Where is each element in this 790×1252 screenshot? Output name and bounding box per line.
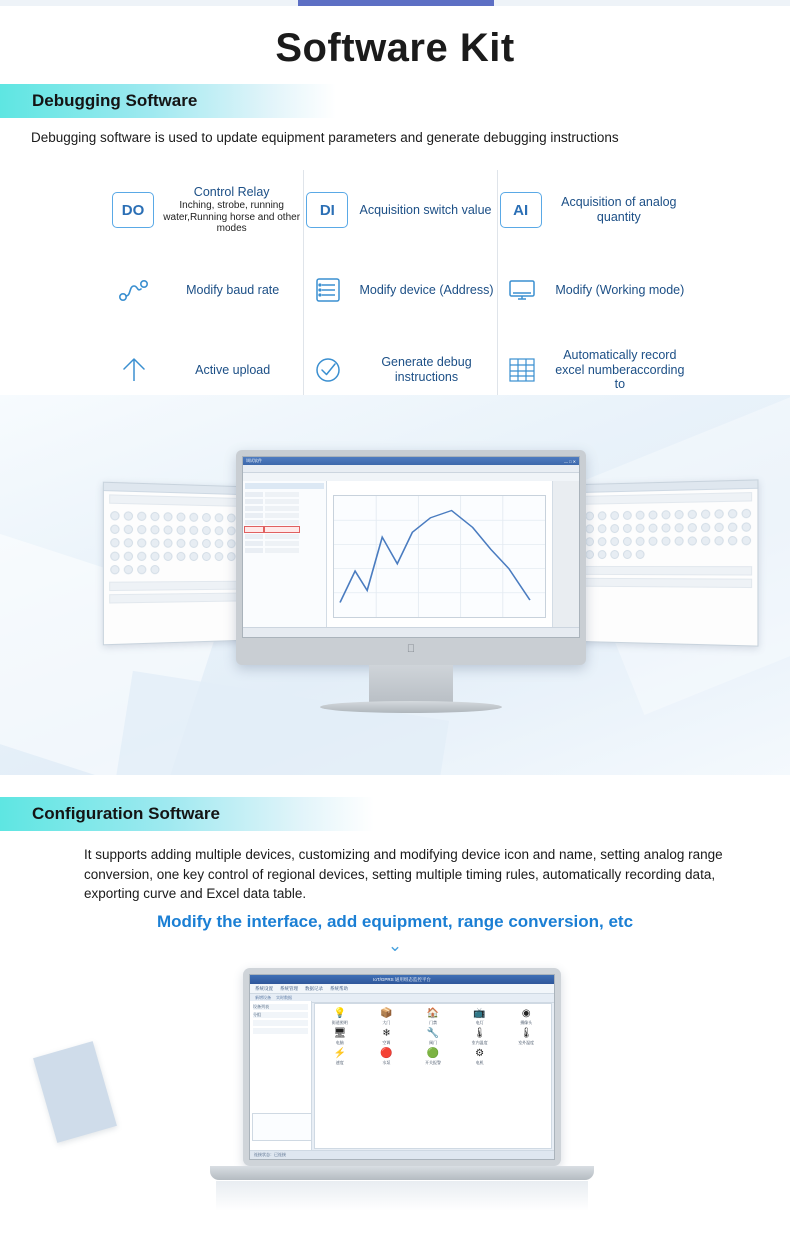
section-banner-debugging: Debugging Software [0, 84, 336, 118]
device-tree-panel[interactable] [250, 1001, 312, 1151]
device-label: 电机 [475, 1060, 484, 1065]
page-title: Software Kit [275, 26, 515, 70]
device-item[interactable] [503, 1008, 549, 1026]
feature-title: Modify baud rate [186, 282, 280, 297]
debugging-software-screenshot-hero [0, 395, 790, 775]
feature-grid [110, 170, 690, 410]
water-pump-icon: 🔴 [380, 1048, 393, 1059]
device-item[interactable] [457, 1008, 503, 1026]
table-row[interactable] [245, 533, 324, 539]
feature-cell-modify-working-mode [497, 250, 690, 330]
configuration-highlight-text: Modify the interface, add equipment, range conversion, etc [156, 912, 634, 931]
device-item[interactable] [364, 1008, 410, 1026]
feature-title: Modify device (Address) [359, 282, 494, 297]
feature-title: Control Relay [193, 185, 270, 200]
device-item[interactable] [317, 1048, 363, 1066]
device-label: 空调 [382, 1040, 391, 1045]
configuration-software-window [250, 975, 554, 1159]
debug-software-window [243, 457, 579, 637]
feature-subtitle: Inching, strobe, running water,Running horse and other modes [163, 200, 301, 235]
top-bar-center-segment [298, 0, 494, 6]
device-label: 阀门 [428, 1040, 437, 1045]
monitor-brand-logo [242, 638, 580, 659]
excel-table-icon [500, 351, 544, 389]
indoor-temperature-icon: 🌡 [473, 1028, 486, 1039]
config-window-statusbar: 连接状态：已连接 [250, 1150, 554, 1159]
outdoor-temperature-icon: 🌡 [519, 1028, 533, 1039]
baud-rate-icon [112, 271, 156, 309]
lamp-icon: 📺 [473, 1008, 486, 1019]
check-circle-icon [306, 351, 350, 389]
device-list-icon [306, 271, 350, 309]
device-label: 大门 [382, 1020, 391, 1025]
desktop-monitor [236, 450, 586, 665]
laptop-device [243, 968, 561, 1166]
table-row[interactable] [245, 519, 324, 525]
toolbar-add-device[interactable]: 新增设备 [255, 995, 271, 1000]
monitor-stand [369, 665, 453, 703]
monitor-icon [500, 271, 544, 309]
di-badge-icon: DI [306, 192, 348, 228]
camera-icon: ◉ [521, 1008, 531, 1019]
table-row[interactable] [245, 547, 324, 553]
device-item[interactable] [457, 1028, 503, 1046]
menu-item-help[interactable]: 系统帮助 [330, 985, 348, 991]
device-item[interactable] [503, 1028, 549, 1046]
device-label: 摄像头 [520, 1020, 533, 1025]
street-light-icon: 💡 [333, 1008, 347, 1019]
computer-icon: 🖥 [333, 1028, 347, 1039]
device-label: 街道照明 [331, 1020, 348, 1025]
device-label: 室内温度 [471, 1040, 488, 1045]
debug-data-table [243, 481, 327, 628]
toolbar-realtime-data[interactable]: 实时数据 [276, 995, 292, 1000]
device-label: 室外温度 [518, 1040, 535, 1045]
debug-chart-area [327, 481, 552, 628]
laptop-reflection [216, 1181, 588, 1211]
feature-title: Acquisition switch value [359, 202, 492, 217]
upload-arrow-icon [112, 351, 156, 389]
feature-title: Active upload [195, 362, 271, 377]
laptop-screen [249, 974, 555, 1160]
feature-text [358, 283, 494, 298]
table-row[interactable] [245, 491, 324, 497]
top-accent-bar [0, 0, 790, 6]
config-window-title: IoT/GPRS 通用组态监控平台 [373, 976, 431, 982]
debug-side-panel [552, 481, 579, 628]
device-item[interactable] [317, 1008, 363, 1026]
feature-text [356, 203, 494, 218]
ai-badge-icon: AI [500, 192, 542, 228]
table-row[interactable] [245, 505, 324, 511]
feature-cell-acquisition-switch [303, 170, 496, 250]
feature-title: Automatically record excel numberaccording to [555, 347, 685, 392]
device-item-empty [503, 1048, 549, 1066]
gate-icon: 📦 [380, 1008, 393, 1019]
debug-window-menubar[interactable] [243, 465, 579, 473]
feature-text [164, 363, 301, 378]
menu-item-system-settings[interactable]: 系统设置 [255, 985, 273, 991]
feature-cell-baud-rate [110, 250, 303, 330]
device-item[interactable] [457, 1048, 503, 1066]
table-row-selected[interactable] [245, 526, 324, 532]
debug-window-body [243, 481, 579, 628]
feature-text [550, 195, 688, 225]
do-badge-icon: DO [112, 192, 154, 228]
table-row[interactable] [245, 540, 324, 546]
table-row[interactable] [245, 512, 324, 518]
monitor-screen [242, 456, 580, 638]
log-panel [252, 1113, 312, 1141]
device-item[interactable] [410, 1008, 456, 1026]
speed-icon: ⚡ [333, 1048, 347, 1059]
debug-window-statusbar [243, 627, 579, 637]
section-description-debugging: Debugging software is used to update equipment parameters and generate debugging instructions [31, 130, 619, 145]
tree-item[interactable] [253, 1028, 308, 1034]
laptop-base [210, 1166, 594, 1180]
table-header [245, 483, 324, 489]
feature-title: Modify (Working mode) [555, 282, 685, 297]
debug-window-title: 调试软件 [246, 458, 262, 463]
top-bar-left-segment [0, 0, 298, 6]
feature-cell-control-relay [110, 170, 303, 250]
device-label: 速度 [335, 1060, 344, 1065]
feature-text [552, 348, 688, 392]
menu-item-data-record[interactable]: 数据记录 [305, 985, 323, 991]
section-description-configuration: It supports adding multiple devices, customizing and modifying device icon and name, setting analog range conversion, one key control of regional devices, setting multiple timing rules, automatically recording data, exporting curve and Excel data table. [84, 847, 723, 902]
window-controls[interactable]: — □ ✕ [564, 458, 576, 464]
access-control-icon: 🏠 [426, 1008, 440, 1019]
configuration-software-screenshot-hero [0, 960, 790, 1252]
feature-cell-modify-device [303, 250, 496, 330]
motor-icon: ⚙ [475, 1048, 485, 1059]
device-item[interactable] [364, 1048, 410, 1066]
config-window-menubar[interactable] [250, 984, 554, 994]
device-item[interactable] [410, 1048, 456, 1066]
monitor-base [320, 701, 502, 713]
device-label: 电脑 [335, 1040, 344, 1045]
chevron-down-icon: ⌄ [387, 936, 403, 955]
feature-text [552, 283, 688, 298]
feature-title: Acquisition of analog quantity [561, 195, 677, 224]
feature-cell-acquisition-analog [497, 170, 690, 250]
tree-item-device-list[interactable]: 设备列表 [253, 1004, 308, 1010]
device-item[interactable] [317, 1028, 363, 1046]
feature-title: Generate debug instructions [381, 355, 472, 384]
decorative-polygon [33, 1041, 117, 1143]
tree-item-group[interactable]: 分组 [253, 1012, 308, 1018]
device-item[interactable] [364, 1028, 410, 1046]
device-icon-grid [317, 1008, 549, 1066]
valve-icon: 🔧 [426, 1028, 440, 1039]
device-item[interactable] [410, 1028, 456, 1046]
device-label: 门禁 [428, 1020, 437, 1025]
air-conditioner-icon: ❄ [382, 1028, 391, 1039]
feature-text [164, 283, 301, 298]
config-window-titlebar [250, 975, 554, 984]
table-row[interactable] [245, 498, 324, 504]
device-label: 水泵 [382, 1060, 391, 1065]
feature-text [162, 185, 301, 234]
feature-text [358, 355, 494, 385]
section-banner-configuration: Configuration Software [0, 797, 374, 831]
tree-item[interactable] [253, 1020, 308, 1026]
config-window-body [250, 1001, 554, 1151]
debug-window-titlebar [243, 457, 579, 465]
device-icon-panel [314, 1003, 552, 1149]
top-bar-right-segment [494, 0, 790, 6]
switch-alarm-icon: 🟢 [426, 1048, 440, 1059]
menu-item-system-manage[interactable]: 系统管理 [280, 985, 298, 991]
device-label: 电灯 [475, 1020, 484, 1025]
device-label: 开关报警 [424, 1060, 441, 1065]
realtime-curve-chart [333, 495, 546, 618]
